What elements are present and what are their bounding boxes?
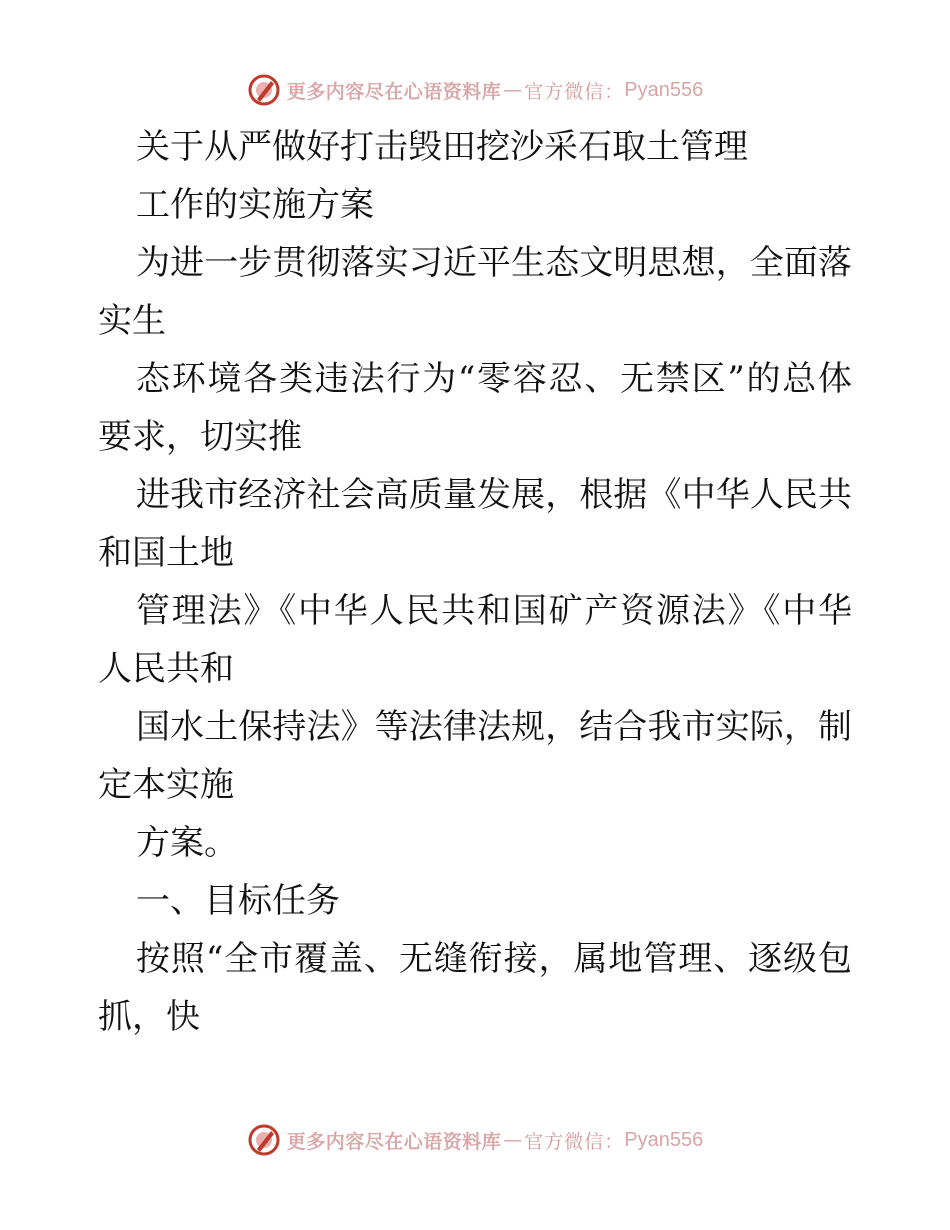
watermark-wechat-id: Pyan556 [624, 78, 704, 101]
paragraph-line: 实生 [98, 301, 166, 341]
paragraph-line: 定本实施 [98, 765, 234, 805]
pen-logo-icon [247, 1123, 281, 1157]
paragraph-line: 进我市经济社会高质量发展，根据《中华人民共 [136, 475, 852, 515]
doc-title-line-2: 工作的实施方案 [136, 185, 374, 225]
watermark-site-text: 更多内容尽在心语资料库 [286, 80, 502, 103]
paragraph-line: 管理法》《中华人民共和国矿产资源法》《中华 [136, 591, 852, 631]
paragraph-line: 态环境各类违法行为“零容忍、无禁区”的总体 [136, 359, 852, 399]
doc-title-line-1: 关于从严做好打击毁田挖沙采石取土管理 [136, 127, 748, 167]
header-watermark [0, 70, 950, 110]
paragraph-line: 和国土地 [98, 533, 234, 573]
document-body [98, 118, 858, 1046]
watermark-wechat-id: Pyan556 [624, 1128, 704, 1151]
paragraph-line: 要求，切实推 [98, 417, 302, 457]
footer-watermark [0, 1120, 950, 1160]
paragraph-line: 方案。 [136, 823, 238, 863]
watermark-dash: — [503, 79, 523, 101]
section-heading: 一、目标任务 [136, 881, 340, 921]
watermark-dash: — [503, 1129, 523, 1151]
paragraph-line: 抓，快 [98, 997, 200, 1037]
watermark-official-text: 官方微信： [524, 80, 625, 103]
paragraph-line: 为进一步贯彻落实习近平生态文明思想，全面落 [136, 243, 852, 283]
paragraph-line: 按照“全市覆盖、无缝衔接，属地管理、逐级包 [136, 939, 852, 979]
paragraph-line: 国水土保持法》等法律法规，结合我市实际，制 [136, 707, 852, 747]
paragraph-line: 人民共和 [98, 649, 234, 689]
watermark-site-text: 更多内容尽在心语资料库 [286, 1130, 502, 1153]
pen-logo-icon [247, 73, 281, 107]
watermark-official-text: 官方微信： [524, 1130, 625, 1153]
